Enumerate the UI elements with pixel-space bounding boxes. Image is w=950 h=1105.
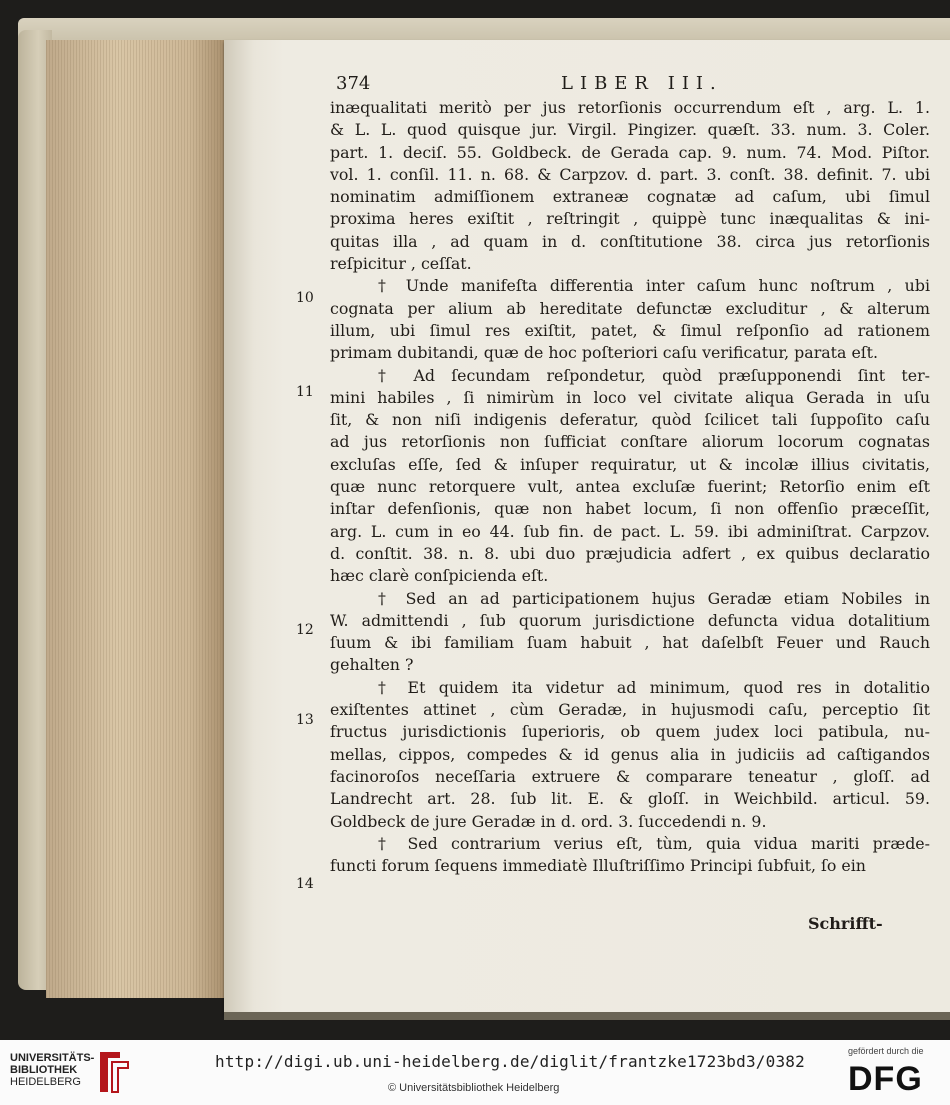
text-line: arg. L. cum in eo 44. ſub fin. de pact. L. 59. ibi adminiſtrat. Carpzov. (330, 521, 930, 541)
text-line: † Ad ſecundam reſpondetur, quòd præſupponendi ſint ter- (378, 365, 930, 385)
page-header (336, 73, 936, 97)
text-line: facinoroſos neceſſaria extruere & comparare teneatur , gloſſ. ad (330, 766, 930, 786)
funded-by-label: gefördert durch die (848, 1046, 924, 1056)
margin-number-13: 13 (296, 712, 314, 728)
text-line: ſuum & ibi familiam ſuam habuit , hat daſelbſt Feuer und Rauch (330, 633, 930, 653)
text-line: part. 1. deciſ. 55. Goldbeck. de Gerada cap. 9. num. 74. Mod. Piſtor. (330, 142, 930, 162)
text-line: Landrecht art. 28. ſub lit. E. & gloſſ. in Weichbild. articul. 59. (330, 789, 930, 809)
text-line: nominatim admiſſionem extraneæ cognatæ ad caſum, ubi ſimul (330, 187, 930, 207)
text-line: W. admittendi , ſub quorum jurisdictione defuncta vidua dotalitium (330, 610, 930, 630)
library-name-line1: UNIVERSITÄTS- (10, 1052, 95, 1064)
text-line: † Sed contrarium verius eſt, tùm, quia vidua mariti præde- (378, 833, 930, 853)
text-line: † Et quidem ita videtur ad minimum, quod res in dotalitio (378, 677, 930, 697)
page-shadow (224, 1012, 950, 1020)
page-url-link[interactable]: http://digi.ub.uni-heidelberg.de/diglit/frantzke1723bd3/0382 (215, 1052, 805, 1071)
paragraph-p11 (330, 365, 930, 588)
text-line: mellas, cippos, compedes & id genus alia in judiciis ad caſtigandos (330, 744, 930, 764)
library-logo-icon (96, 1048, 132, 1096)
library-name-line2: BIBLIOTHEK (10, 1064, 78, 1076)
library-name-line3: HEIDELBERG (10, 1076, 81, 1088)
text-line: excluſas eſſe, ſed & inſuper requiratur, ut & incolæ illius civitatis, (330, 454, 930, 474)
text-line: illum, ubi ſimul res exiſtit, patet, & ſimul reſponſio ad rationem (330, 320, 930, 340)
text-line: ſit, & non niſi indigenis deferatur, quòd ſcilicet tali ſuppoſito caſu (330, 410, 930, 430)
text-line: † Unde manifeſta differentia inter caſum hunc noſtrum , ubi (378, 276, 930, 296)
text-line: hæc clarè conſpicienda eſt. (330, 566, 549, 586)
text-line: proxima heres exiſtit , reſtringit , quippè tunc inæqualitas & ini- (330, 209, 930, 229)
text-line: fructus jurisdictionis ſuperioris, ob quem judex loci patibula, nu- (330, 722, 930, 742)
text-line: † Sed an ad participationem hujus Geradæ etiam Nobiles in (378, 588, 930, 608)
paragraph-p13 (330, 677, 930, 833)
dfg-logo: DFG (848, 1060, 923, 1098)
running-title: LIBER III. (561, 73, 723, 94)
copyright-text: © Universitätsbibliothek Heidelberg (388, 1082, 560, 1094)
text-line: d. conſtit. 38. n. 8. ubi duo præjudicia adfert , ex quibus declaratio (330, 543, 930, 563)
paragraph-cont (330, 97, 930, 275)
text-line: & L. L. quod quisque jur. Virgil. Pingizer. quæſt. 33. num. 3. Coler. (330, 120, 930, 140)
catchword: Schrifft- (808, 914, 883, 933)
paragraph-p14 (330, 833, 930, 878)
margin-number-10: 10 (296, 290, 314, 306)
text-line: cognata per alium ab hereditate defunctæ excluditur , & alterum (330, 298, 930, 318)
margin-number-12: 12 (296, 622, 314, 638)
text-line: inſtar defenſionis, quæ non habet locum, ſi non offenſio præceſſit, (330, 499, 930, 519)
text-line: vol. 1. conſil. 11. n. 68. & Carpzov. d. part. 3. conſt. 38. definit. 7. ubi (330, 164, 930, 184)
text-line: Goldbeck de jure Geradæ in d. ord. 3. ſuccedendi n. 9. (330, 811, 767, 831)
text-line: primam dubitandi, quæ de hoc poſteriori caſu verificatur, parata eſt. (330, 343, 879, 363)
text-line: ad jus retorſionis non ſufficiat conſtare aliorum locorum cognatas (330, 432, 930, 452)
text-line: inæqualitati meritò per jus retorſionis occurrendum eſt , arg. L. 1. (330, 98, 930, 117)
body-text (330, 97, 930, 877)
paragraph-p10 (330, 275, 930, 364)
text-line: functi forum ſequens immediatè Illuſtriſſimo Principi ſubfuit, ſo ein (330, 856, 866, 876)
text-line: exiſtentes attinet , cùm Geradæ, in hujusmodi caſu, perceptio ſit (330, 700, 930, 720)
text-line: quitas illa , ad quam in d. conſtitutione 38. circa jus retorſionis (330, 231, 930, 251)
paragraph-p12 (330, 588, 930, 677)
margin-number-11: 11 (296, 384, 314, 400)
text-line: reſpicitur , ceſſat. (330, 254, 472, 274)
page-number: 374 (336, 73, 371, 94)
margin-number-14: 14 (296, 876, 314, 892)
text-line: mini habiles , ſi nimirùm in loco vel civitate aliqua Gerada in uſu (330, 387, 930, 407)
viewer-footer (0, 1040, 950, 1105)
page-edges (46, 40, 226, 998)
text-line: quæ nunc retorquere vult, antea excluſæ fuerint; Retorſio enim eſt (330, 477, 930, 497)
text-line: gehalten ? (330, 655, 414, 675)
library-logo-text (10, 1052, 94, 1088)
